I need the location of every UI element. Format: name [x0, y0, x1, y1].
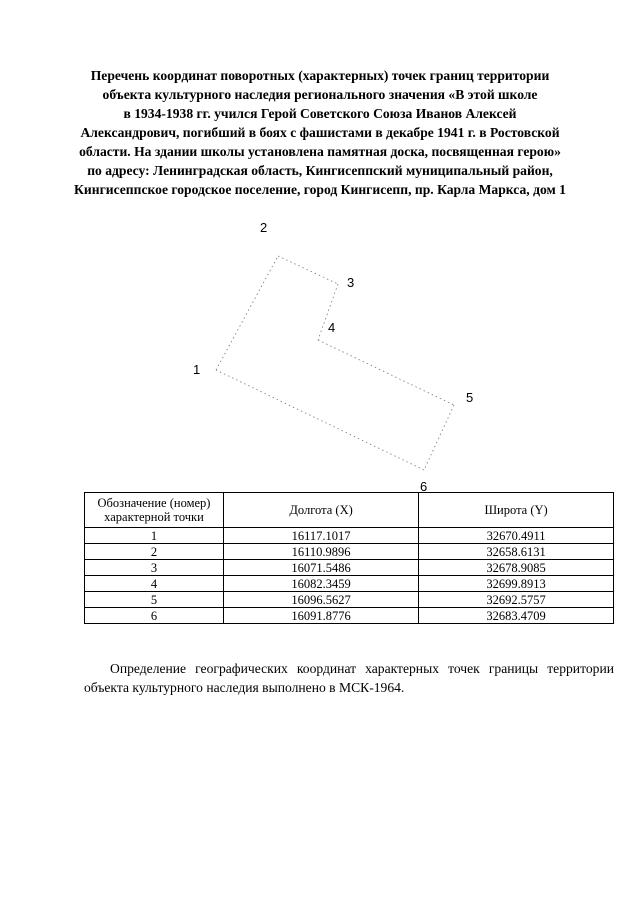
- boundary-segment-5-6: [424, 405, 454, 470]
- title-line-4: Александрович, погибший в боях с фашистами в декабре 1941 г. в Ростовской: [80, 125, 560, 140]
- table-row: [85, 608, 614, 624]
- cell-point: 3: [85, 560, 224, 576]
- point-label-1: 1: [193, 362, 201, 377]
- cell-point: 1: [85, 528, 224, 544]
- cell-x: 16082.3459: [224, 576, 419, 592]
- boundary-segment-2-3: [278, 256, 338, 284]
- cell-x: 16110.9896: [224, 544, 419, 560]
- title-line-5: области. На здании школы установлена памятная доска, посвященная герою»: [79, 144, 561, 159]
- header-point-number: Обозначение (номер) характерной точки: [85, 493, 224, 528]
- header-latitude: Широта (Y): [419, 493, 614, 528]
- cell-y: 32692.5757: [419, 592, 614, 608]
- point-label-4: 4: [328, 320, 336, 335]
- cell-y: 32678.9085: [419, 560, 614, 576]
- table-row: [85, 576, 614, 592]
- table-row: [85, 592, 614, 608]
- cell-point: 5: [85, 592, 224, 608]
- cell-y: 32699.8913: [419, 576, 614, 592]
- header-longitude: Долгота (X): [224, 493, 419, 528]
- cell-y: 32683.4709: [419, 608, 614, 624]
- cell-point: 2: [85, 544, 224, 560]
- table-header-row: [85, 493, 614, 528]
- cell-x: 16096.5627: [224, 592, 419, 608]
- table-row: [85, 544, 614, 560]
- cell-x: 16071.5486: [224, 560, 419, 576]
- cell-x: 16091.8776: [224, 608, 419, 624]
- title-line-2: объекта культурного наследия регионального значения «В этой школе: [102, 87, 538, 102]
- table-row: [85, 528, 614, 544]
- cell-x: 16117.1017: [224, 528, 419, 544]
- title-line-1: Перечень координат поворотных (характерных) точек границ территории: [90, 68, 550, 83]
- document-title: [40, 66, 600, 199]
- boundary-segment-1-2: [216, 256, 278, 370]
- title-line-7: Кингисеппское городское поселение, город Кингисепп, пр. Карла Маркса, дом 1: [74, 182, 566, 197]
- point-label-2: 2: [260, 220, 268, 235]
- cell-point: 4: [85, 576, 224, 592]
- cell-point: 6: [85, 608, 224, 624]
- boundary-scheme: [0, 200, 640, 495]
- table-row: [85, 560, 614, 576]
- boundary-segment-6-1: [216, 370, 424, 470]
- title-line-6: по адресу: Ленинградская область, Кингисеппский муниципальный район,: [87, 163, 553, 178]
- point-label-6: 6: [420, 479, 428, 494]
- boundary-segment-4-5: [318, 340, 454, 405]
- cell-y: 32658.6131: [419, 544, 614, 560]
- cell-y: 32670.4911: [419, 528, 614, 544]
- title-line-3: в 1934-1938 гг. учился Герой Советского Союза Иванов Алексей: [123, 106, 517, 121]
- coordinate-system-note: Определение географических координат характерных точек границы территории объекта культурного наследия выполнено в МСК-1964.: [84, 660, 614, 695]
- point-label-3: 3: [347, 275, 355, 290]
- coordinates-table: [84, 492, 614, 624]
- point-label-5: 5: [466, 390, 474, 405]
